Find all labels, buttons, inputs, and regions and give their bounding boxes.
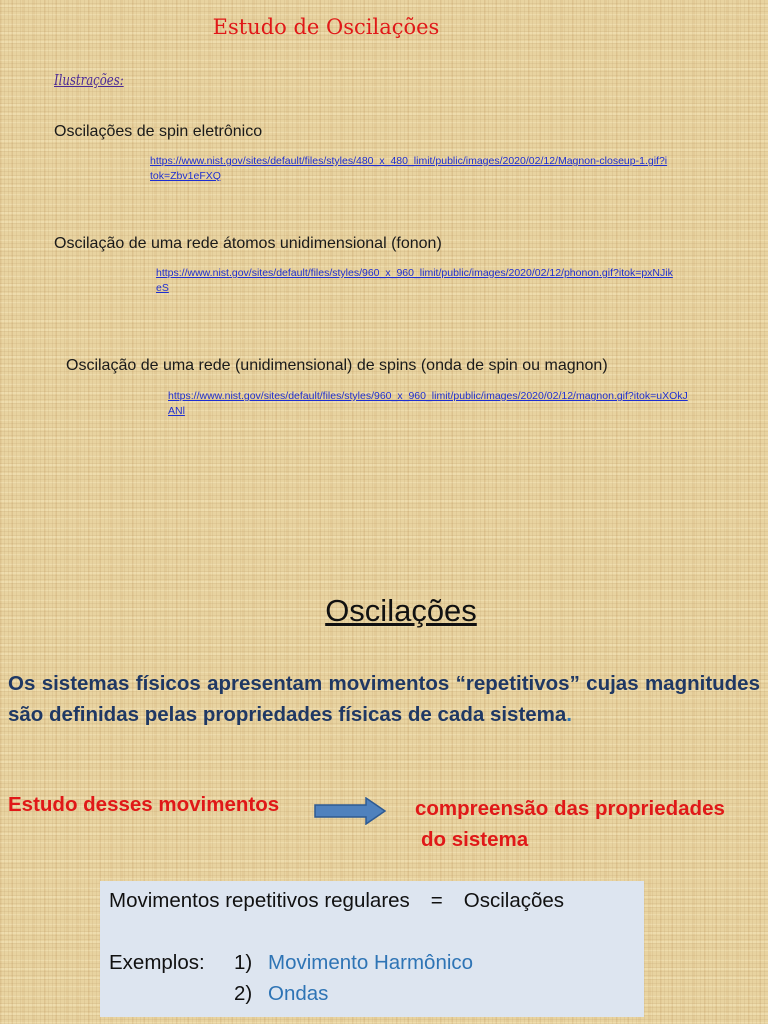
slide2-title: Oscilações [325, 593, 477, 628]
study-movements-text: Estudo desses movimentos [8, 793, 280, 816]
link-magnon-closeup[interactable]: https://www.nist.gov/sites/default/files/styles/480_x_480_limit/public/images/2020/02/12/Magnon-closeup-1.gif?itok=Zbv1eFXQ [150, 155, 668, 182]
oscillations-text: Oscilações [463, 889, 565, 912]
intro-paragraph-period: . [566, 703, 572, 726]
example-2-number: 2) [234, 982, 253, 1005]
equals-sign: = [430, 889, 443, 912]
intro-paragraph-text: Os sistemas físicos apresentam movimentos “repetitivos” cujas magnitudes são definidas pelas propriedades físicas de cada sistema [8, 672, 760, 726]
definition-line [109, 889, 564, 913]
definition-box [100, 881, 644, 1017]
regular-movements-text: Movimentos repetitivos regulares [109, 889, 410, 912]
slide1-title: Estudo de Oscilações [212, 15, 440, 39]
system-properties-line1: compreensão das propriedades [415, 797, 725, 820]
example-1-number: 1) [234, 951, 253, 974]
example-2-text: Ondas [268, 982, 329, 1005]
link-phonon[interactable]: https://www.nist.gov/sites/default/files/styles/960_x_960_limit/public/images/2020/02/12/phonon.gif?itok=pxNJikeS [156, 267, 673, 294]
intro-paragraph [8, 668, 760, 730]
examples-label: Exemplos: [109, 951, 205, 974]
item-label-phonon: Oscilação de uma rede átomos unidimensional (fonon) [54, 235, 442, 252]
item-label-spin-oscillations: Oscilações de spin eletrônico [54, 123, 263, 140]
system-properties-text [415, 793, 725, 855]
illustrations-heading: Ilustrações: [54, 71, 124, 89]
link-magnon[interactable]: https://www.nist.gov/sites/default/files/styles/960_x_960_limit/public/images/2020/02/12/magnon.gif?itok=uXOkJANl [168, 390, 688, 417]
right-arrow-icon [314, 797, 386, 825]
system-properties-line2: do sistema [421, 828, 529, 851]
example-1-text: Movimento Harmônico [268, 951, 474, 974]
item-label-magnon: Oscilação de uma rede (unidimensional) de spins (onda de spin ou magnon) [66, 357, 608, 374]
